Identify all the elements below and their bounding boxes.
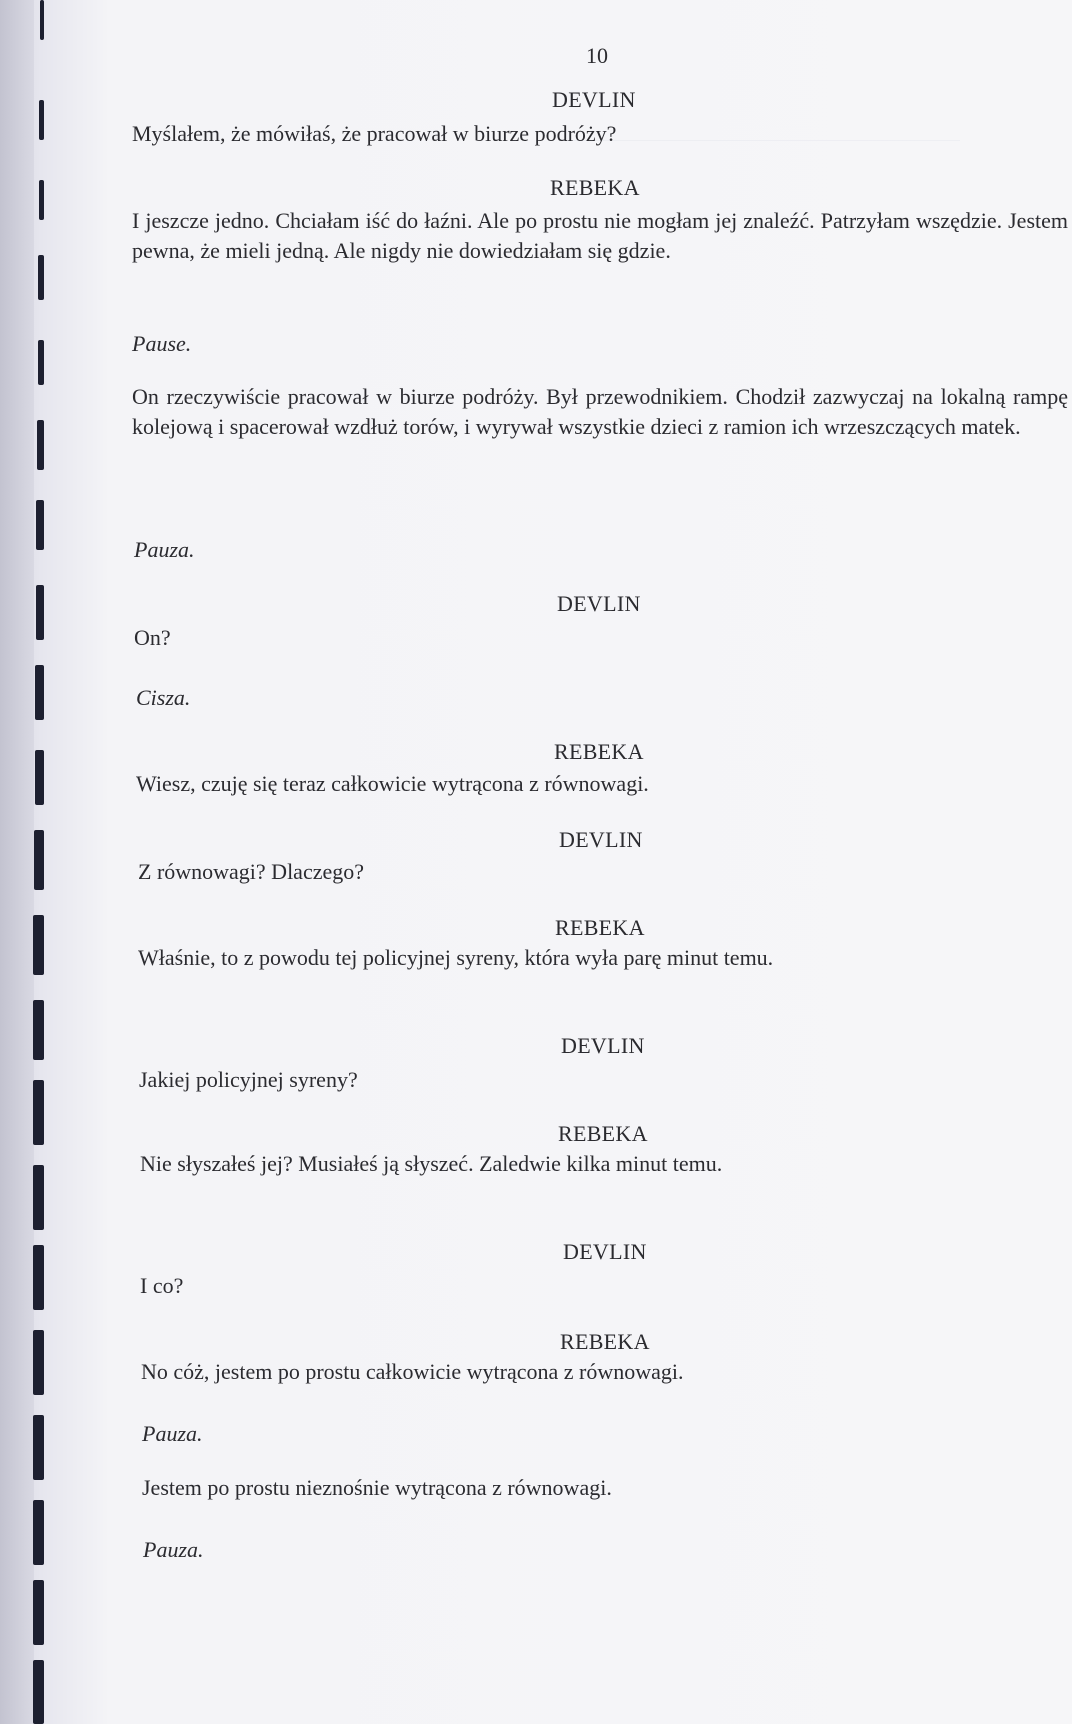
dialogue-line: Wiesz, czuję się teraz całkowicie wytrącona z równowagi. [136, 771, 649, 796]
stage-direction: Pause. [132, 331, 192, 356]
binding-ring [33, 1330, 44, 1395]
dialogue-line: No cóż, jestem po prostu całkowicie wytrącona z równowagi. [141, 1359, 684, 1384]
binding-ring [38, 340, 44, 385]
stage-direction: Pauza. [134, 537, 195, 562]
binding-ring [39, 100, 44, 140]
binding-ring [36, 500, 44, 550]
dialogue-line: Myślałem, że mówiłaś, że pracował w biurze podróży? [132, 121, 617, 146]
speaker-name: REBEKA [560, 1329, 650, 1354]
dialogue-line: On? [134, 625, 171, 650]
speaker-name: REBEKA [550, 175, 640, 200]
binding-ring [34, 830, 44, 890]
dialogue-line: I jeszcze jedno. Chciałam iść do łaźni. Ale po prostu nie mogłam jej znaleźć. Patrzyłam wszędzie. Jestem pewna, że mieli jedną. Ale nigdy nie dowiedziałam się gdzie. [132, 208, 1068, 263]
dialogue-line: Nie słyszałeś jej? Musiałeś ją słyszeć. Zaledwie kilka minut temu. [140, 1151, 723, 1176]
binding-ring [40, 0, 44, 40]
binding-ring [33, 1500, 44, 1565]
dialogue-line: Jestem po prostu nieznośnie wytrącona z równowagi. [142, 1475, 612, 1500]
speaker-name: DEVLIN [563, 1239, 647, 1264]
binding-ring [33, 1000, 44, 1060]
binding-ring [37, 420, 44, 470]
stage-direction: Cisza. [136, 685, 191, 710]
speaker-name: DEVLIN [557, 591, 641, 616]
dialogue-line: On rzeczywiście pracował w biurze podróży. Był przewodnikiem. Chodził zazwyczaj na lokalną rampę kolejową i spacerował wzdłuż torów, i wyrywał wszystkie dzieci z ramion ich wrzeszczących matek. [132, 384, 1068, 439]
binding-ring [35, 750, 44, 805]
stage-direction: Pauza. [143, 1537, 204, 1562]
dialogue-line: I co? [140, 1273, 184, 1298]
binding-ring [33, 1165, 44, 1230]
speaker-name: DEVLIN [559, 827, 643, 852]
binding-ring [33, 1245, 44, 1310]
binding-ring [33, 915, 44, 975]
speaker-name: REBEKA [555, 915, 645, 940]
binding-ring [39, 180, 44, 220]
speaker-name: DEVLIN [552, 87, 636, 112]
binding-ring [33, 1660, 44, 1724]
dialogue-line: Jakiej policyjnej syreny? [139, 1067, 358, 1092]
show-through [560, 120, 960, 141]
comb-binding [0, 0, 50, 1724]
binding-ring [35, 665, 44, 720]
binding-ring [33, 1415, 44, 1480]
dialogue-line: Z równowagi? Dlaczego? [138, 859, 365, 884]
stage-direction: Pauza. [142, 1421, 203, 1446]
page-number: 10 [586, 43, 608, 68]
speaker-name: DEVLIN [561, 1033, 645, 1058]
binding-ring [33, 1580, 44, 1645]
dialogue-line: Właśnie, to z powodu tej policyjnej syreny, która wyła parę minut temu. [138, 945, 774, 970]
binding-ring [36, 585, 44, 640]
speaker-name: REBEKA [554, 739, 644, 764]
binding-ring [33, 1080, 44, 1145]
speaker-name: REBEKA [558, 1121, 648, 1146]
binding-ring [38, 255, 44, 300]
